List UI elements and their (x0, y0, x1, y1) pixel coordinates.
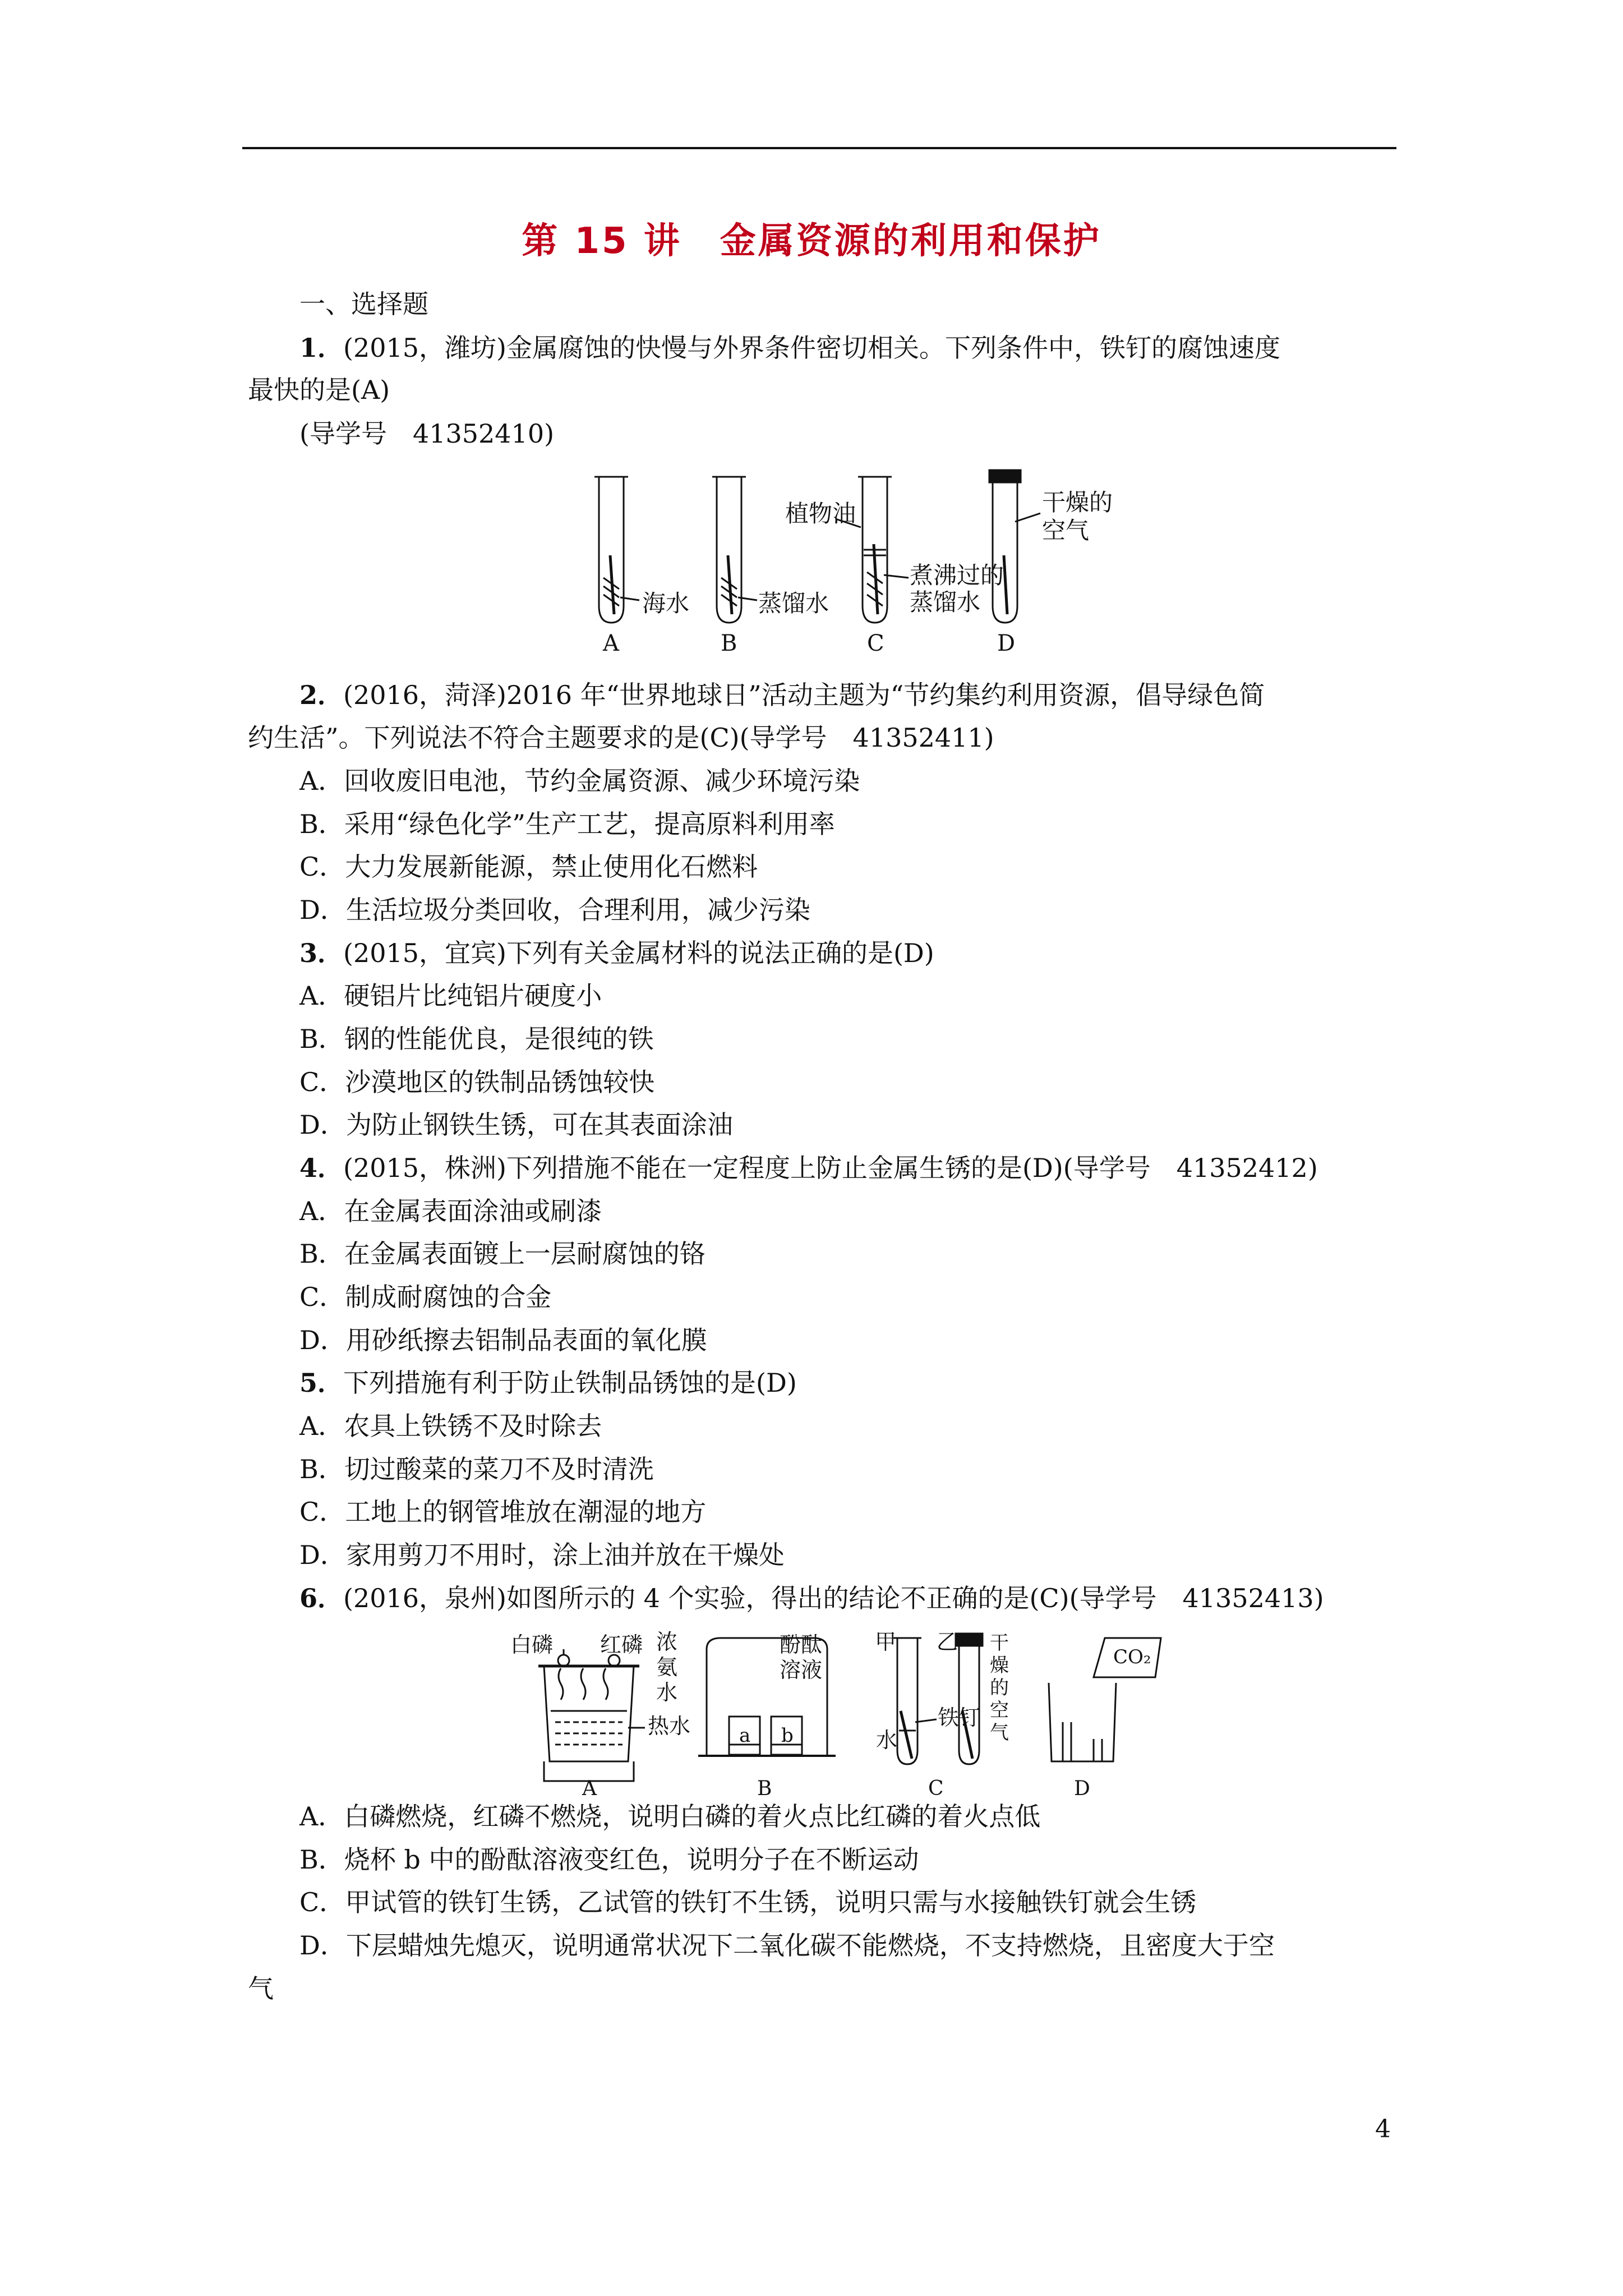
figure-q6-experiments (510, 1627, 1183, 1803)
question-4: 4．(2015，株洲)下列措施不能在一定程度上防止金属生锈的是(D)(导学号 41352412) (299, 1153, 1318, 1183)
label-dry-air-2: 燥 (990, 1654, 1009, 1677)
experiment-diagram (510, 1627, 1183, 1801)
label-air: 空气 (1042, 517, 1090, 544)
label-exp-a: A (582, 1777, 597, 1800)
test-tube-diagram (572, 466, 1122, 656)
label-exp-c: C (928, 1777, 944, 1800)
section-heading: 一、选择题 (299, 289, 428, 319)
q3-option-a: A．硬铝片比纯铝片硬度小 (299, 981, 602, 1011)
q4-option-d: D．用砂纸擦去铝制品表面的氧化膜 (299, 1325, 707, 1355)
label-tube-jia: 甲 (875, 1630, 897, 1654)
q5-option-d: D．家用剪刀不用时，涂上油并放在干燥处 (299, 1540, 785, 1570)
question-1: 1．(2015，潍坊)金属腐蚀的快慢与外界条件密切相关。下列条件中，铁钉的腐蚀速度 (299, 333, 1280, 363)
question-2: 2．(2016，菏泽)2016 年“世界地球日”活动主题为“节约集约利用资源，倡导绿色简 (299, 680, 1265, 710)
label-ammonia-3: 水 (656, 1680, 678, 1705)
question-1-ref: (导学号 41352410) (299, 418, 555, 449)
label-dry-air-1: 干 (990, 1632, 1009, 1654)
figure-q1-test-tubes (572, 466, 1122, 659)
q2-option-b: B．采用“绿色化学”生产工艺，提高原料利用率 (299, 809, 835, 839)
q6-option-a: A．白磷燃烧，红磷不燃烧，说明白磷的着火点比红磷的着火点低 (299, 1801, 1041, 1832)
question-1-cont: 最快的是(A) (248, 375, 390, 405)
label-dry: 干燥的 (1042, 489, 1113, 516)
label-exp-d: D (1074, 1777, 1090, 1800)
label-dry-air-5: 气 (990, 1722, 1009, 1744)
page-number: 4 (1375, 2115, 1391, 2143)
q4-option-c: C．制成耐腐蚀的合金 (299, 1282, 552, 1312)
label-hot-water: 热水 (648, 1714, 691, 1738)
label-co2: CO₂ (1113, 1646, 1151, 1668)
label-b: B (721, 631, 737, 656)
q3-option-c: C．沙漠地区的铁制品锈蚀较快 (299, 1067, 655, 1097)
label-exp-b: B (757, 1777, 772, 1800)
question-5: 5．下列措施有利于防止铁制品锈蚀的是(D) (299, 1368, 797, 1398)
q3-option-d: D．为防止钢铁生锈，可在其表面涂油 (299, 1110, 733, 1140)
label-tube-yi: 乙 (937, 1630, 958, 1654)
question-6: 6．(2016，泉州)如图所示的 4 个实验，得出的结论不正确的是(C)(导学号 41352413) (299, 1583, 1324, 1613)
q2-option-a: A．回收废旧电池，节约金属资源、减少环境污染 (299, 766, 860, 796)
q5-option-a: A．农具上铁锈不及时除去 (299, 1411, 602, 1441)
label-beaker-b: b (781, 1724, 794, 1747)
question-2-cont: 约生活”。下列说法不符合主题要求的是(C)(导学号 41352411) (248, 723, 994, 753)
label-ammonia-2: 氨 (656, 1655, 678, 1680)
label-plant-oil: 植物油 (785, 500, 856, 527)
label-dry-air-4: 空 (990, 1699, 1009, 1722)
q4-option-a: A．在金属表面涂油或刷漆 (299, 1196, 602, 1226)
header-rule (242, 147, 1396, 149)
label-iron-nail: 铁钉 (938, 1705, 981, 1730)
question-3: 3．(2015，宜宾)下列有关金属材料的说法正确的是(D) (299, 938, 934, 968)
label-red-phosphorus: 红磷 (600, 1632, 643, 1657)
label-ammonia-1: 浓 (656, 1630, 678, 1654)
q6-option-d: D．下层蜡烛先熄灭，说明通常状况下二氧化碳不能燃烧，不支持燃烧，且密度大于空 (299, 1930, 1275, 1961)
label-c: C (867, 631, 884, 656)
q5-option-b: B．切过酸菜的菜刀不及时清洗 (299, 1454, 654, 1484)
q6-option-b: B．烧杯 b 中的酚酞溶液变红色，说明分子在不断运动 (299, 1844, 919, 1875)
label-phenolphthalein: 酚酞 (780, 1632, 823, 1657)
label-sea-water: 海水 (642, 590, 690, 617)
label-beaker-a: a (739, 1724, 751, 1747)
q2-option-d: D．生活垃圾分类回收，合理利用，减少污染 (299, 895, 810, 925)
q2-option-c: C．大力发展新能源，禁止使用化石燃料 (299, 852, 758, 882)
q4-option-b: B．在金属表面镀上一层耐腐蚀的铬 (299, 1239, 706, 1269)
label-boiled-water: 蒸馏水 (910, 588, 981, 616)
q6-option-d-cont: 气 (248, 1973, 274, 2004)
page-title: 第 15 讲 金属资源的利用和保护 (522, 220, 1101, 262)
q5-option-c: C．工地上的钢管堆放在潮湿的地方 (299, 1497, 707, 1527)
label-dry-air-3: 的 (990, 1677, 1009, 1699)
label-distilled-water: 蒸馏水 (758, 590, 829, 617)
label-water: 水 (876, 1728, 898, 1752)
q6-option-c: C．甲试管的铁钉生锈，乙试管的铁钉不生锈，说明只需与水接触铁钉就会生锈 (299, 1887, 1197, 1917)
label-a: A (603, 631, 619, 656)
q3-option-b: B．钢的性能优良，是很纯的铁 (299, 1024, 654, 1054)
label-d: D (997, 631, 1016, 656)
label-white-phosphorus: 白磷 (510, 1632, 554, 1657)
label-boiled: 煮沸过的 (910, 562, 1004, 589)
label-solution: 溶液 (780, 1658, 823, 1682)
